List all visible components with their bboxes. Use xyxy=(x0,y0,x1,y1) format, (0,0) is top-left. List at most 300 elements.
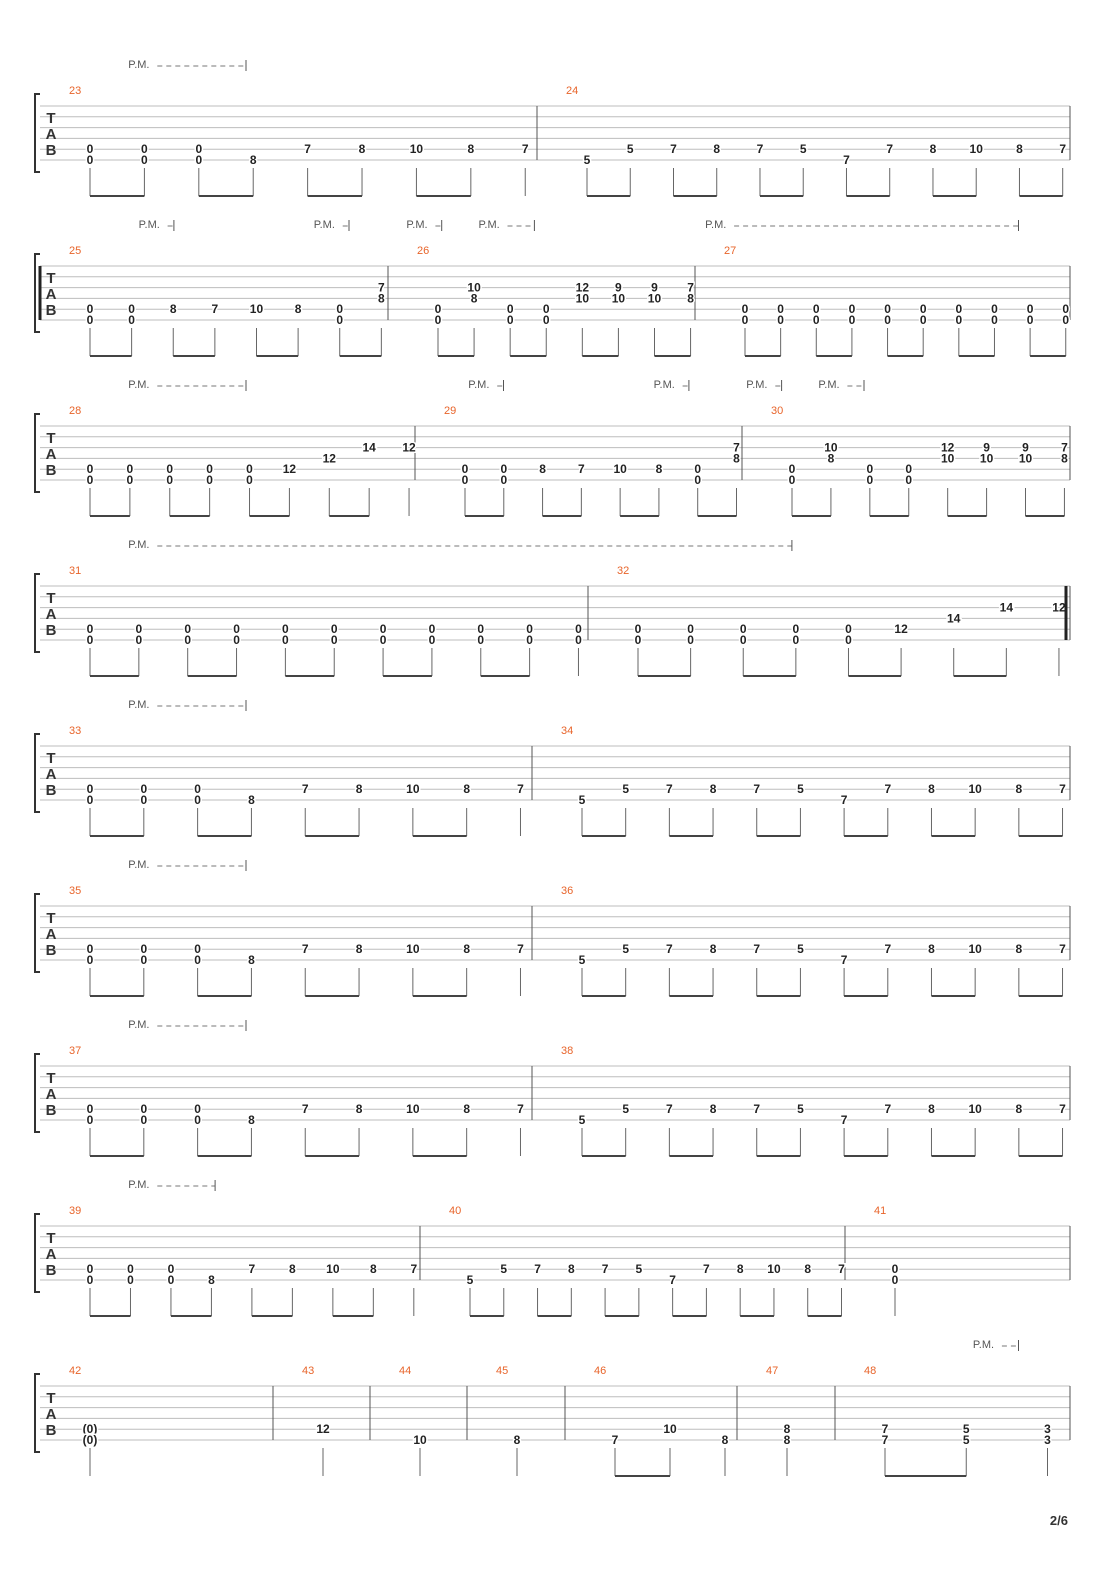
fret-number: 0 xyxy=(955,302,963,317)
fret-number: 9 xyxy=(983,440,990,455)
fret-number: 0 xyxy=(788,473,796,487)
fret-number: 5 xyxy=(797,942,804,957)
fret-number: 0 xyxy=(812,313,820,327)
fret-number: 7 xyxy=(248,1262,256,1277)
fret-number: 0 xyxy=(135,622,143,637)
tab-clef-letter: A xyxy=(45,1246,57,1263)
fret-number: 0 xyxy=(848,313,856,327)
fret-number: 7 xyxy=(687,280,694,295)
fret-number: 0 xyxy=(86,153,94,167)
fret-number: 0 xyxy=(905,473,913,487)
tab-clef-letter: A xyxy=(45,766,57,783)
fret-number: 8 xyxy=(463,782,471,797)
fret-number: 8 xyxy=(513,1433,521,1447)
fret-number: 0 xyxy=(140,793,148,807)
fret-number: 0 xyxy=(128,302,135,317)
measure-number: 42 xyxy=(69,1365,82,1377)
fret-number: 0 xyxy=(166,473,174,487)
fret-number: 8 xyxy=(463,1102,471,1117)
fret-number: 10 xyxy=(1018,451,1033,466)
fret-number: 0 xyxy=(694,462,702,477)
fret-number: 7 xyxy=(517,782,524,797)
fret-number: 0 xyxy=(140,1102,148,1117)
measure-number: 48 xyxy=(864,1365,877,1377)
measure-number: 37 xyxy=(69,1045,82,1057)
fret-number: 3 xyxy=(1044,1422,1051,1437)
fret-number: 0 xyxy=(141,153,148,167)
fret-number: 5 xyxy=(962,1422,970,1437)
fret-number: 7 xyxy=(669,1273,676,1287)
fret-number: 5 xyxy=(578,793,586,807)
fret-number: 7 xyxy=(301,1102,309,1117)
fret-number: 0 xyxy=(741,302,749,317)
fret-number: 0 xyxy=(195,142,203,157)
fret-number: 0 xyxy=(919,313,927,327)
system-bracket xyxy=(35,1054,40,1132)
palm-mute-label: P.M. xyxy=(478,219,500,231)
measure-number: 35 xyxy=(69,885,82,897)
fret-number: 0 xyxy=(428,633,436,647)
tab-clef-letter: B xyxy=(45,1262,57,1279)
fret-number: 0 xyxy=(434,313,442,327)
system-bracket xyxy=(35,414,40,492)
tab-clef-letter: B xyxy=(45,942,57,959)
fret-number: 7 xyxy=(756,142,764,157)
fret-number: 8 xyxy=(1015,1102,1023,1117)
fret-number: 8 xyxy=(709,1102,717,1117)
fret-number: 7 xyxy=(753,942,761,957)
fret-number: 0 xyxy=(1062,313,1070,327)
fret-number: 0 xyxy=(246,473,253,487)
fret-number: 7 xyxy=(517,1102,524,1117)
fret-number: 5 xyxy=(797,782,804,797)
measure-number: 34 xyxy=(561,725,574,737)
fret-number: 7 xyxy=(534,1262,541,1277)
palm-mute-label: P.M. xyxy=(128,699,150,711)
fret-number: 10 xyxy=(968,782,982,797)
fret-number: 12 xyxy=(282,462,297,477)
fret-number: 8 xyxy=(928,942,935,957)
fret-number: 0 xyxy=(461,473,469,487)
palm-mute-label: P.M. xyxy=(138,219,160,231)
measure-number: 46 xyxy=(594,1365,607,1377)
fret-number: 0 xyxy=(866,473,874,487)
fret-number: 8 xyxy=(783,1422,791,1437)
fret-number: 7 xyxy=(666,782,673,797)
fret-number: 0 xyxy=(919,302,927,317)
fret-number: 7 xyxy=(410,1262,418,1277)
fret-number: 7 xyxy=(840,1113,848,1127)
fret-number: 10 xyxy=(413,1433,427,1447)
fret-number: 0 xyxy=(330,633,338,647)
fret-number: 10 xyxy=(326,1262,340,1277)
fret-number: 0 xyxy=(195,153,203,167)
fret-number: 0 xyxy=(477,622,485,637)
fret-number: 5 xyxy=(583,153,591,167)
fret-number: 10 xyxy=(406,942,420,957)
fret-number: 12 xyxy=(316,1422,330,1437)
fret-number: 0 xyxy=(634,622,642,637)
fret-number: 9 xyxy=(615,280,622,295)
fret-number: 0 xyxy=(500,473,508,487)
fret-number: 0 xyxy=(86,942,94,957)
fret-number: 7 xyxy=(881,1433,889,1447)
fret-number: 8 xyxy=(355,1102,363,1117)
fret-number: 0 xyxy=(812,302,820,317)
fret-number: 14 xyxy=(362,440,376,455)
fret-number: 5 xyxy=(635,1262,643,1277)
fret-number: 5 xyxy=(466,1273,474,1287)
fret-number: 10 xyxy=(409,142,424,157)
measure-number: 32 xyxy=(617,565,630,577)
measure-number: 28 xyxy=(69,405,82,417)
fret-number: 7 xyxy=(378,280,385,295)
fret-number: 0 xyxy=(166,462,174,477)
fret-number: 0 xyxy=(128,313,135,327)
fret-number: 3 xyxy=(1044,1433,1051,1447)
fret-number: 0 xyxy=(526,633,533,647)
fret-number: 0 xyxy=(194,953,201,967)
fret-number: 8 xyxy=(208,1273,215,1287)
measure-number: 31 xyxy=(69,565,82,577)
tab-clef-letter: B xyxy=(45,1422,57,1439)
fret-number: 0 xyxy=(687,633,694,647)
fret-number: 8 xyxy=(655,462,663,477)
fret-number: 7 xyxy=(304,142,311,157)
tab-clef-letter: A xyxy=(45,1086,57,1103)
tab-clef-letter: A xyxy=(45,286,57,303)
fret-number: 12 xyxy=(940,440,955,455)
fret-number: 12 xyxy=(894,622,908,637)
fret-number: 8 xyxy=(470,291,478,306)
fret-number: 0 xyxy=(167,1262,175,1277)
fret-number: 0 xyxy=(86,633,94,647)
palm-mute-label: P.M. xyxy=(468,379,490,391)
fret-number: 7 xyxy=(517,942,524,957)
fret-number: 0 xyxy=(86,782,94,797)
fret-number: 0 xyxy=(884,313,891,327)
fret-number: 10 xyxy=(406,1102,420,1117)
fret-number: 0 xyxy=(905,462,913,477)
fret-number: 0 xyxy=(575,622,582,637)
palm-mute-label: P.M. xyxy=(705,219,727,231)
tab-clef-letter: T xyxy=(46,750,56,767)
measure-number: 30 xyxy=(771,405,784,417)
fret-number: 0 xyxy=(194,782,201,797)
fret-number: 0 xyxy=(1062,302,1070,317)
tab-clef-letter: T xyxy=(46,1230,56,1247)
fret-number: 7 xyxy=(670,142,677,157)
fret-number: 8 xyxy=(249,153,257,167)
fret-number: 0 xyxy=(140,942,148,957)
fret-number: 7 xyxy=(666,1102,673,1117)
system-bracket xyxy=(35,894,40,972)
measure-number: 43 xyxy=(302,1365,315,1377)
fret-number: 8 xyxy=(709,782,717,797)
fret-number: 8 xyxy=(736,1262,744,1277)
fret-number: 0 xyxy=(86,953,94,967)
fret-number: 8 xyxy=(1061,451,1068,466)
fret-number: 0 xyxy=(233,622,240,637)
fret-number: 8 xyxy=(369,1262,377,1277)
fret-number: 0 xyxy=(792,633,800,647)
fret-number: 7 xyxy=(1059,1102,1066,1117)
tab-clef-letter: T xyxy=(46,110,56,127)
fret-number: 0 xyxy=(687,622,694,637)
fret-number: 10 xyxy=(968,942,982,957)
fret-number: 10 xyxy=(969,142,983,157)
fret-number: 0 xyxy=(194,793,201,807)
measure-number: 24 xyxy=(566,85,579,97)
fret-number: 7 xyxy=(301,782,309,797)
fret-number: 8 xyxy=(378,291,385,306)
fret-number: 0 xyxy=(86,622,94,637)
fret-number: 5 xyxy=(578,953,586,967)
fret-number: 0 xyxy=(955,313,963,327)
fret-number: 0 xyxy=(506,302,514,317)
fret-number: 0 xyxy=(282,633,289,647)
fret-number: 0 xyxy=(135,633,143,647)
palm-mute-label: P.M. xyxy=(818,379,840,391)
fret-number: 0 xyxy=(575,633,582,647)
fret-number: 0 xyxy=(206,473,213,487)
fret-number: 8 xyxy=(248,953,255,967)
fret-number: 7 xyxy=(884,782,892,797)
fret-number: 5 xyxy=(626,142,634,157)
measure-number: 29 xyxy=(444,405,457,417)
fret-number: 0 xyxy=(140,1113,148,1127)
tab-clef-letter: T xyxy=(46,430,56,447)
measure-number: 47 xyxy=(766,1365,779,1377)
fret-number: 0 xyxy=(140,782,148,797)
fret-number: 7 xyxy=(301,942,309,957)
fret-number: 0 xyxy=(140,953,148,967)
fret-number: 0 xyxy=(891,1262,899,1277)
fret-number: 7 xyxy=(884,1102,892,1117)
fret-number: 0 xyxy=(845,622,852,637)
measure-number: 23 xyxy=(69,85,82,97)
fret-number: 10 xyxy=(767,1262,781,1277)
fret-number: 5 xyxy=(500,1262,508,1277)
palm-mute-label: P.M. xyxy=(746,379,768,391)
fret-number: 14 xyxy=(947,611,961,626)
measure-number: 33 xyxy=(69,725,82,737)
fret-number: 0 xyxy=(86,1262,94,1277)
fret-number: 7 xyxy=(753,782,761,797)
fret-number: 7 xyxy=(601,1262,609,1277)
fret-number: 0 xyxy=(461,462,469,477)
fret-number: 0 xyxy=(788,462,796,477)
fret-number: 7 xyxy=(840,953,848,967)
tab-clef-letter: T xyxy=(46,1070,56,1087)
palm-mute-label: P.M. xyxy=(128,1019,150,1031)
fret-number: 8 xyxy=(248,1113,255,1127)
fret-number: 5 xyxy=(962,1433,970,1447)
fret-number: 0 xyxy=(336,302,344,317)
tab-clef-letter: A xyxy=(45,926,57,943)
measure-number: 45 xyxy=(496,1365,509,1377)
fret-number: 8 xyxy=(709,942,717,957)
fret-number: 7 xyxy=(838,1262,845,1277)
fret-number: 10 xyxy=(249,302,264,317)
fret-number: 5 xyxy=(797,1102,804,1117)
fret-number: 0 xyxy=(184,622,192,637)
tab-clef-letter: T xyxy=(46,590,56,607)
tab-clef-letter: A xyxy=(45,606,57,623)
fret-number: 7 xyxy=(1059,142,1067,157)
measure-number: 39 xyxy=(69,1205,82,1217)
fret-number: 0 xyxy=(127,1262,134,1277)
fret-number: 0 xyxy=(126,462,134,477)
fret-number: 0 xyxy=(194,942,201,957)
fret-number: 7 xyxy=(843,153,850,167)
fret-number: 0 xyxy=(330,622,338,637)
fret-number: 0 xyxy=(991,313,998,327)
fret-number: 0 xyxy=(506,313,514,327)
measure-number: 27 xyxy=(724,245,737,257)
palm-mute-label: P.M. xyxy=(313,219,335,231)
fret-number: 10 xyxy=(647,291,662,306)
fret-number: 0 xyxy=(477,633,485,647)
fret-number: 0 xyxy=(86,462,94,477)
tab-clef-letter: A xyxy=(45,1406,57,1423)
tab-clef-letter: B xyxy=(45,302,57,319)
system-bracket xyxy=(35,574,40,652)
measure-number: 38 xyxy=(561,1045,574,1057)
measure-number: 41 xyxy=(874,1205,887,1217)
system-bracket xyxy=(35,94,40,172)
fret-number: 0 xyxy=(206,462,213,477)
fret-number: 0 xyxy=(741,313,749,327)
fret-number: 9 xyxy=(1022,440,1029,455)
fret-number: 0 xyxy=(891,1273,899,1287)
fret-number: 10 xyxy=(575,291,590,306)
fret-number: 10 xyxy=(611,291,626,306)
fret-number: 0 xyxy=(86,1102,94,1117)
fret-number: 0 xyxy=(1026,302,1034,317)
fret-number: 8 xyxy=(713,142,721,157)
fret-number: 7 xyxy=(753,1102,761,1117)
fret-number: 7 xyxy=(703,1262,710,1277)
palm-mute-label: P.M. xyxy=(406,219,428,231)
fret-number: 8 xyxy=(804,1262,812,1277)
fret-number: 5 xyxy=(799,142,807,157)
fret-number: 12 xyxy=(402,440,416,455)
fret-number: 0 xyxy=(542,313,550,327)
fret-number: 0 xyxy=(127,1273,134,1287)
fret-number: 0 xyxy=(792,622,800,637)
fret-number: 9 xyxy=(651,280,658,295)
fret-number: 0 xyxy=(194,1102,201,1117)
fret-number: 0 xyxy=(86,142,94,157)
fret-number: 12 xyxy=(322,451,336,466)
tab-clef-letter: A xyxy=(45,126,57,143)
fret-number: 7 xyxy=(1061,440,1068,455)
fret-number: 7 xyxy=(886,142,894,157)
fret-number: 0 xyxy=(246,462,253,477)
fret-number: 0 xyxy=(86,793,94,807)
fret-number: 0 xyxy=(86,473,94,487)
fret-number: 0 xyxy=(884,302,891,317)
tab-clef-letter: T xyxy=(46,1390,56,1407)
fret-number: 8 xyxy=(567,1262,575,1277)
fret-number: 7 xyxy=(840,793,848,807)
fret-number: 7 xyxy=(521,142,529,157)
fret-number: (0) xyxy=(82,1422,98,1437)
fret-number: 7 xyxy=(578,462,585,477)
fret-number: 7 xyxy=(881,1422,889,1437)
tab-clef-letter: B xyxy=(45,622,57,639)
fret-number: 0 xyxy=(848,302,856,317)
fret-number: 8 xyxy=(169,302,177,317)
page-number: 2/6 xyxy=(1049,1513,1068,1528)
system-bracket xyxy=(35,734,40,812)
fret-number: 8 xyxy=(721,1433,729,1447)
fret-number: 0 xyxy=(167,1273,175,1287)
fret-number: 0 xyxy=(500,462,508,477)
fret-number: 0 xyxy=(233,633,240,647)
fret-number: 5 xyxy=(622,942,630,957)
palm-mute-label: P.M. xyxy=(128,379,150,391)
fret-number: 10 xyxy=(663,1422,677,1437)
measure-number: 44 xyxy=(399,1365,412,1377)
palm-mute-label: P.M. xyxy=(972,1339,995,1351)
fret-number: 0 xyxy=(126,473,134,487)
fret-number: 12 xyxy=(1052,600,1066,615)
measure-number: 25 xyxy=(69,245,82,257)
fret-number: 0 xyxy=(739,622,747,637)
system-bracket xyxy=(35,1214,40,1292)
fret-number: 8 xyxy=(358,142,366,157)
fret-number: 8 xyxy=(928,782,935,797)
fret-number: 0 xyxy=(1026,313,1034,327)
fret-number: 7 xyxy=(884,942,892,957)
measure-number: 26 xyxy=(417,245,430,257)
fret-number: 0 xyxy=(282,622,289,637)
tab-clef-letter: T xyxy=(46,910,56,927)
fret-number: 8 xyxy=(687,291,694,306)
fret-number: 0 xyxy=(845,633,852,647)
fret-number: 7 xyxy=(733,440,740,455)
fret-number: 0 xyxy=(86,1113,94,1127)
fret-number: 8 xyxy=(467,142,475,157)
fret-number: 0 xyxy=(428,622,436,637)
fret-number: 8 xyxy=(355,782,363,797)
fret-number: 5 xyxy=(622,1102,630,1117)
fret-number: 10 xyxy=(940,451,955,466)
fret-number: 8 xyxy=(1016,142,1023,157)
tab-clef-letter: T xyxy=(46,270,56,287)
fret-number: 12 xyxy=(575,280,590,295)
fret-number: 7 xyxy=(1059,942,1066,957)
palm-mute-label: P.M. xyxy=(128,1179,150,1191)
fret-number: 10 xyxy=(613,462,627,477)
tab-clef-letter: B xyxy=(45,142,57,159)
fret-number: 0 xyxy=(141,142,148,157)
fret-number: 0 xyxy=(739,633,747,647)
fret-number: 8 xyxy=(294,302,302,317)
fret-number: 0 xyxy=(866,462,874,477)
measure-number: 40 xyxy=(449,1205,462,1217)
fret-number: 0 xyxy=(86,313,94,327)
fret-number: 10 xyxy=(979,451,994,466)
fret-number: 0 xyxy=(434,302,442,317)
fret-number: 7 xyxy=(611,1433,619,1447)
fret-number: 0 xyxy=(379,622,387,637)
tab-clef-letter: B xyxy=(45,782,57,799)
fret-number: 8 xyxy=(928,1102,935,1117)
fret-number: 10 xyxy=(467,280,481,295)
